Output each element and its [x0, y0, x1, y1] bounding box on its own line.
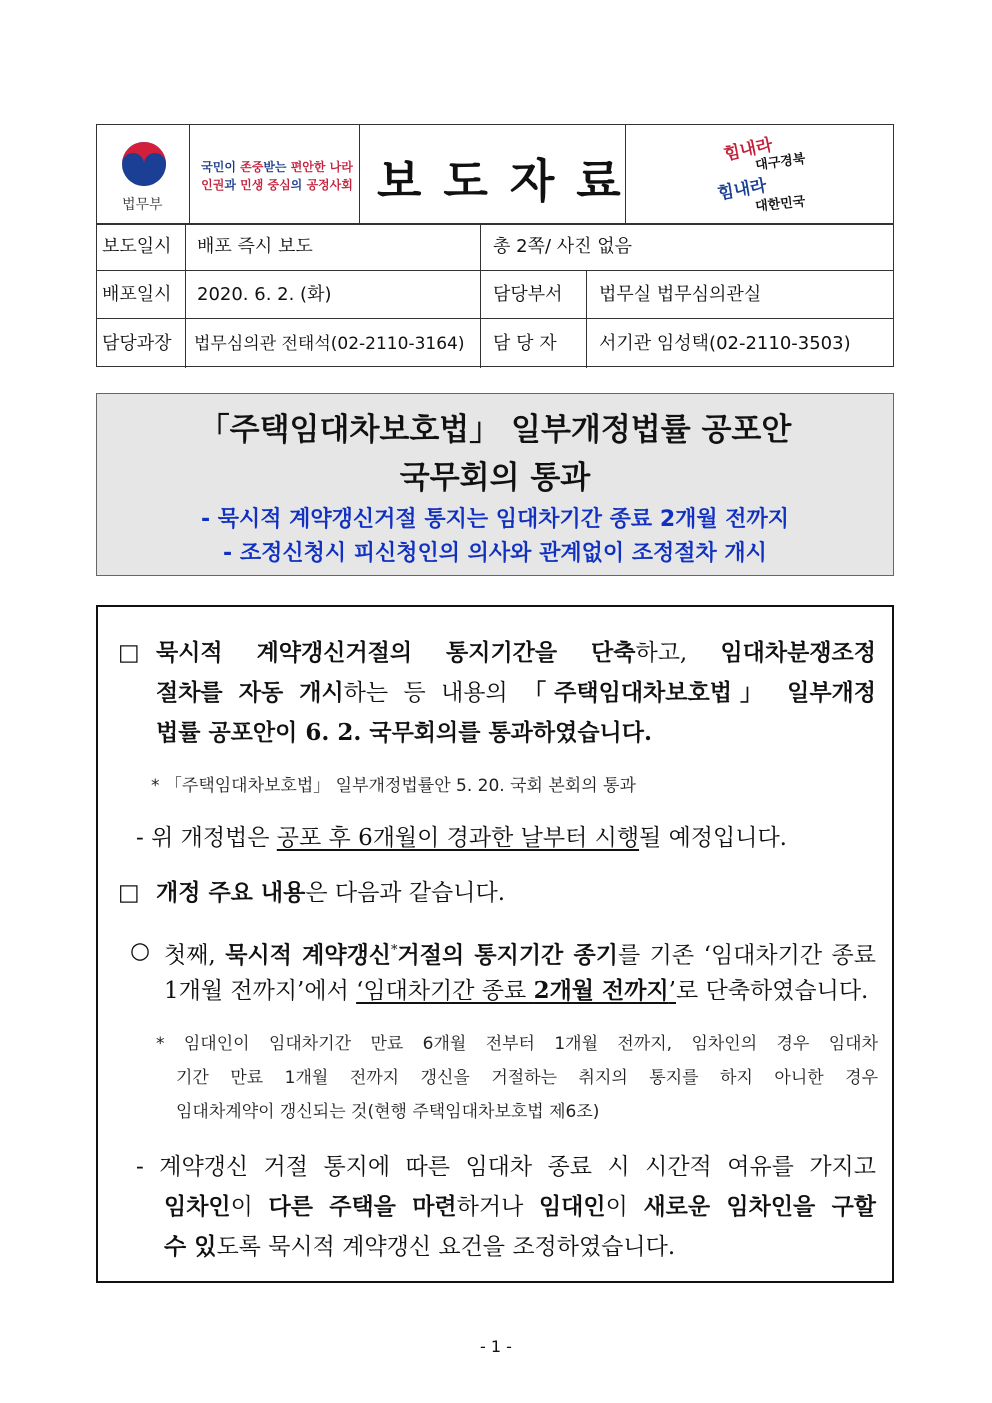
slogan-line-2: 인권과 민생 중심의 공정사회 — [201, 178, 353, 192]
headline-title-line-2: 국무회의 통과 — [399, 460, 591, 496]
campaign-logo: 힘내라 대구경북 힘내라 대한민국 — [716, 135, 807, 215]
para-2: - 위 개정법은 공포 후 6개월이 경과한 날부터 시행될 예정입니다. — [136, 825, 787, 851]
ministry-name: 법무부 — [122, 197, 163, 213]
label-distribution-date: 배포일시 — [102, 284, 172, 305]
note-1: * 「주택임대차보호법」 일부개정법률안 5. 20. 국회 본회의 통과 — [151, 776, 636, 796]
para-1-line-1: 묵시적 계약갱신거절의 통지기간을 단축하고, 임대차분쟁조정 — [156, 639, 876, 666]
bullet-circle-1: ○ — [130, 938, 151, 964]
headline-subtitle-1: - 묵시적 계약갱신거절 통지는 임대차기간 종료 2개월 전까지 — [200, 507, 790, 532]
para-4-line-2: 1개월 전까지’에서 ‘임대차기간 종료 2개월 전까지’로 단축하였습니다. — [164, 977, 869, 1004]
para-3: 개정 주요 내용은 다음과 같습니다. — [156, 879, 506, 906]
note-2-line-2: 기간 만료 1개월 전까지 갱신을 거절하는 취지의 통지를 하지 아니한 경우 — [176, 1068, 878, 1088]
page-number: - 1 - — [480, 1337, 512, 1356]
para-1-line-2: 절차를 자동 개시하는 등 내용의 「주택임대차보호법」 일부개정 — [156, 679, 876, 706]
para-4-line-1: 첫째, 묵시적 계약갱신*거절의 통지기간 종기를 기존 ‘임대차기간 종료 — [164, 941, 876, 969]
value-page-count: 총 2쪽/ 사진 없음 — [493, 236, 633, 257]
slogan-line-1: 국민이 존중받는 편안한 나라 — [201, 160, 353, 174]
ministry-slogan — [197, 158, 357, 194]
bullet-square-2: □ — [118, 880, 140, 906]
value-department: 법무실 법무심의관실 — [599, 284, 762, 305]
body-content-box — [96, 605, 894, 1283]
taegeuk-icon — [119, 139, 169, 189]
label-division-head: 담당과장 — [102, 333, 172, 354]
para-5-line-2: 임차인이 다른 주택을 마련하거나 임대인이 새로운 임차인을 구할 — [164, 1193, 877, 1220]
note-2-line-1: * 임대인이 임대차기간 만료 6개월 전부터 1개월 전까지, 임차인의 경우 임대차 — [156, 1034, 878, 1054]
value-distribution-date: 2020. 6. 2. (화) — [197, 284, 332, 305]
value-release-time: 배포 즉시 보도 — [197, 236, 313, 257]
headline-box — [96, 393, 894, 576]
value-contact-person: 서기관 임성택(02-2110-3503) — [599, 333, 851, 354]
value-division-head: 법무심의관 전태석(02-2110-3164) — [194, 334, 465, 354]
para-5-line-1: - 계약갱신 거절 통지에 따른 임대차 종료 시 시간적 여유를 가지고 — [136, 1154, 876, 1180]
bullet-square-1: □ — [118, 640, 140, 666]
para-5-line-3: 수 있도록 묵시적 계약갱신 요건을 조정하였습니다. — [164, 1233, 676, 1260]
doc-type-title: 보도자료 — [377, 154, 643, 208]
effective-date-underline: 공포 후 6개월이 경과한 날부터 시행 — [276, 825, 640, 851]
label-release-time: 보도일시 — [102, 236, 172, 257]
label-contact-person: 담 당 자 — [493, 333, 557, 354]
headline-title-line-1: 「주택임대차보호법」 일부개정법률 공포안 — [198, 412, 792, 448]
para-1-line-3: 법률 공포안이 6. 2. 국무회의를 통과하였습니다. — [156, 719, 652, 746]
label-department: 담당부서 — [493, 284, 563, 305]
press-header-table — [96, 124, 894, 367]
headline-subtitle-2: - 조정신청시 피신청인의 의사와 관계없이 조정절차 개시 — [223, 541, 767, 566]
note-2-line-3: 임대차계약이 갱신되는 것(현행 주택임대차보호법 제6조) — [176, 1102, 600, 1122]
ministry-emblem-logo — [119, 139, 169, 189]
